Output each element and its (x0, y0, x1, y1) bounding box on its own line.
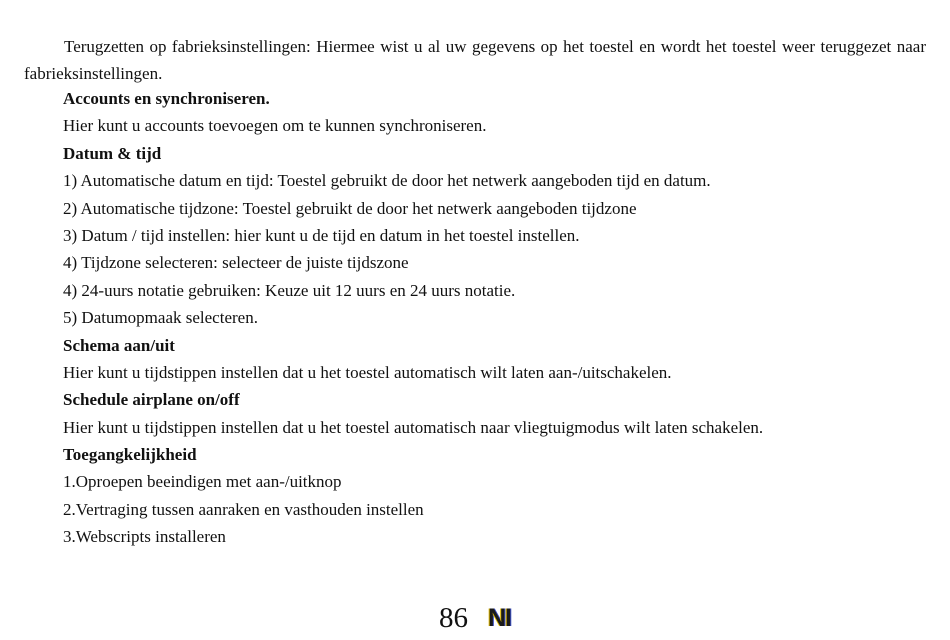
text-line: Hier kunt u accounts toevoegen om te kunnen synchroniseren. (63, 116, 487, 136)
list-item: 4) Tijdzone selecteren: selecteer de juiste tijdszone (63, 253, 409, 273)
section-heading-airplane: Schedule airplane on/off (63, 390, 240, 410)
content-lines (63, 85, 763, 551)
list-item: 3.Webscripts installeren (63, 527, 226, 547)
list-item: 5) Datumopmaak selecteren. (63, 308, 258, 328)
list-item: 2.Vertraging tussen aanraken en vasthouden instellen (63, 499, 424, 519)
list-item: 3) Datum / tijd instellen: hier kunt u de tijd en datum in het toestel instellen. (63, 225, 580, 245)
list-item: 1) Automatische datum en tijd: Toestel gebruikt de door het netwerk aangeboden tijd en datum. (63, 171, 711, 191)
section-heading-accounts: Accounts en synchroniseren. (63, 89, 270, 108)
list-item: 2) Automatische tijdzone: Toestel gebruikt de door het netwerk aangeboden tijdzone (63, 198, 637, 218)
section-heading-schedule: Schema aan/uit (63, 335, 175, 355)
page-number: 86 (439, 602, 468, 635)
section-heading-accessibility: Toegangkelijkheid (63, 445, 197, 465)
language-tag: NI (488, 604, 511, 633)
intro-paragraph: Terugzetten op fabrieksinstellingen: Hiermee wist u al uw gegevens op het toestel en wordt het toestel weer teruggezet naar fabrieksinstellingen. (24, 37, 926, 83)
section-heading-date-time: Datum & tijd (63, 143, 162, 163)
text-line: Hier kunt u tijdstippen instellen dat u het toestel automatisch naar vliegtuigmodus wilt laten schakelen. (63, 417, 764, 437)
list-item: 1.Oproepen beeindigen met aan-/uitknop (63, 472, 342, 492)
text-line: Hier kunt u tijdstippen instellen dat u het toestel automatisch wilt laten aan-/uitschakelen. (63, 362, 672, 382)
list-item: 4) 24-uurs notatie gebruiken: Keuze uit 12 uurs en 24 uurs notatie. (63, 280, 516, 300)
page-footer (0, 600, 950, 636)
